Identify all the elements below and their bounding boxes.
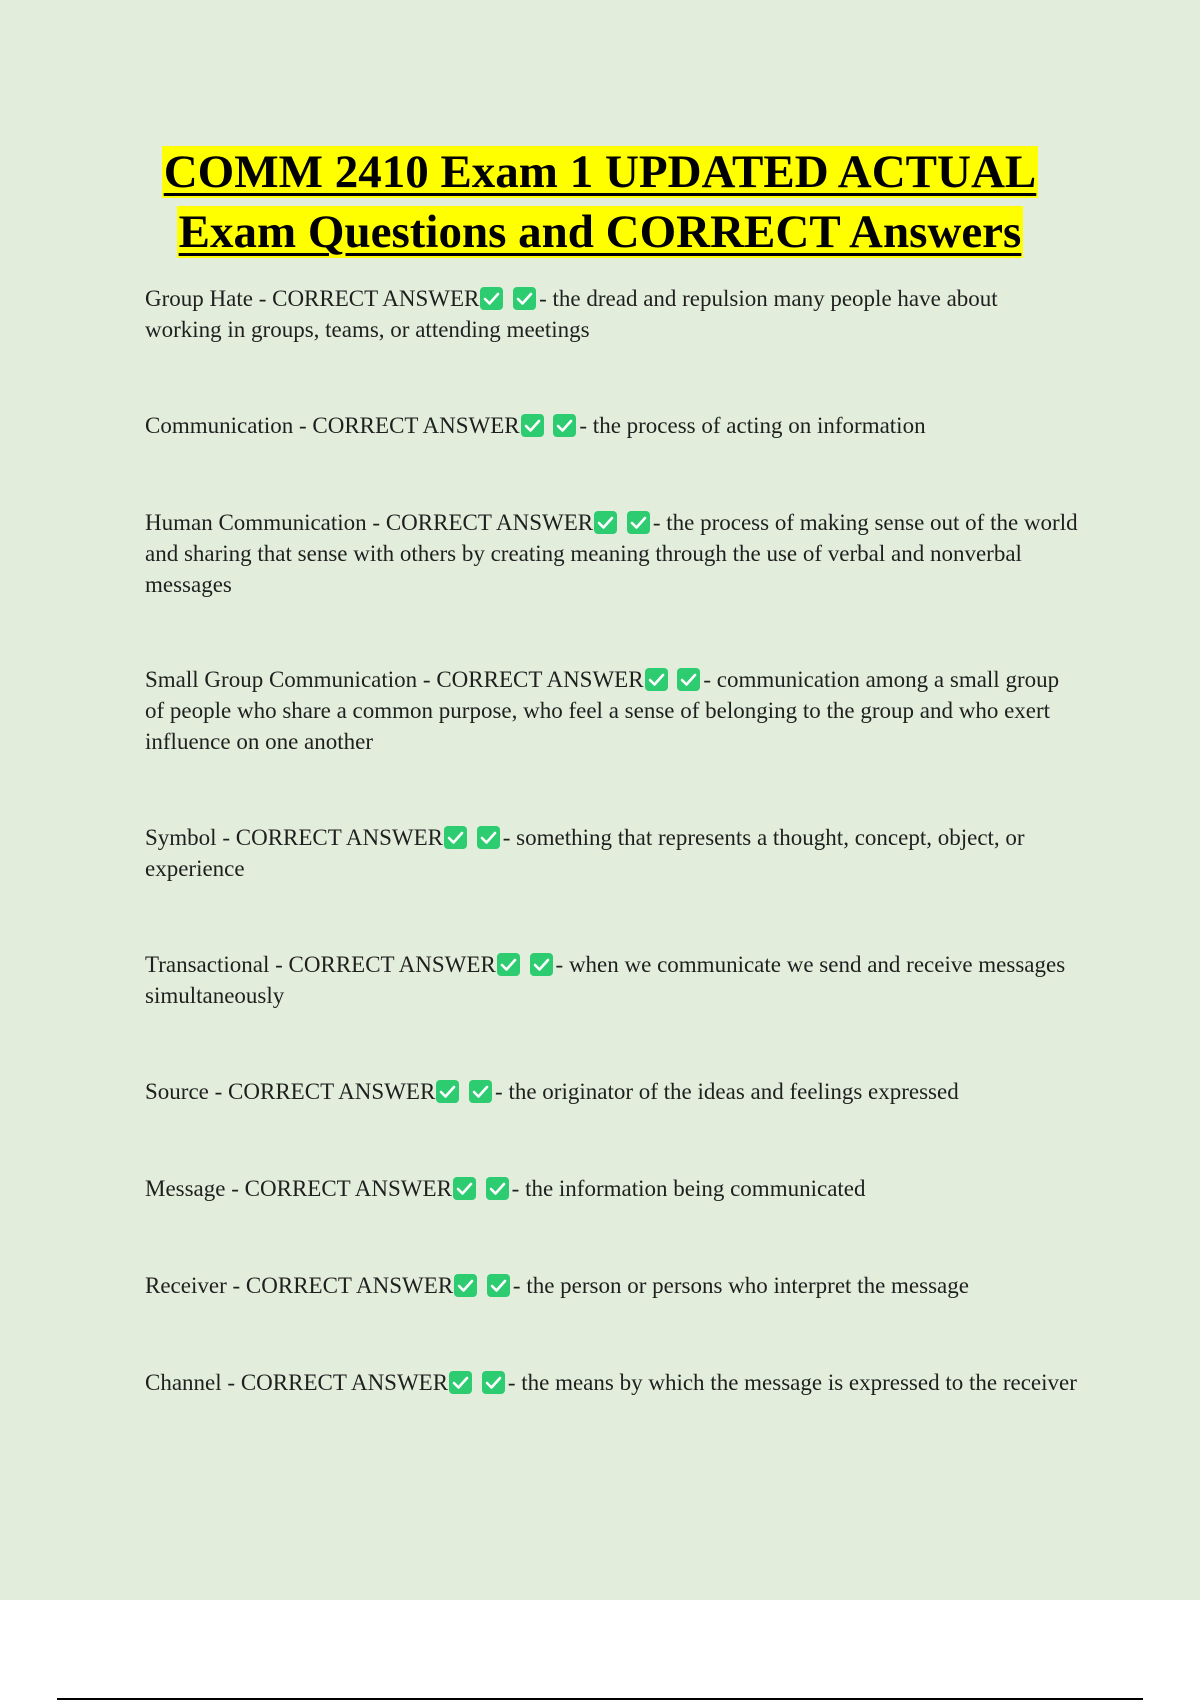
answer-tag: CORRECT ANSWER	[288, 952, 496, 977]
check-mark-icon	[449, 1371, 472, 1394]
title-line-2: Exam Questions and CORRECT Answers	[178, 206, 1022, 258]
qa-item: Channel - CORRECT ANSWER - the means by which the message is expressed to the receiver	[145, 1370, 1077, 1395]
definition: - something that represents a thought, concept, object, or experience	[145, 825, 1025, 881]
check-mark-icon	[530, 953, 553, 976]
definition: - when we communicate we send and receive messages simultaneously	[145, 952, 1066, 1008]
check-mark-icon	[677, 668, 700, 691]
answer-tag: CORRECT ANSWER	[228, 1079, 436, 1104]
check-mark-icon	[482, 1371, 505, 1394]
check-mark-icon	[453, 1177, 476, 1200]
definition: - the dread and repulsion many people have about working in groups, teams, or attending meetings	[145, 286, 998, 342]
term: Transactional	[145, 952, 270, 977]
definition: - the information being communicated	[511, 1176, 866, 1201]
term: Communication	[145, 413, 294, 438]
definition: - the person or persons who interpret the message	[512, 1273, 969, 1298]
check-mark-icon	[645, 668, 668, 691]
check-mark-icon	[486, 1177, 509, 1200]
qa-item: Small Group Communication - CORRECT ANSWER - communication among a small group of people who share a common purpose, who feel a sense of belonging to the group and who exert influence on one another	[145, 667, 1060, 754]
definition: - the means by which the message is expressed to the receiver	[507, 1370, 1077, 1395]
check-mark-icon	[487, 1274, 510, 1297]
term: Symbol	[145, 825, 217, 850]
check-mark-icon	[454, 1274, 477, 1297]
title-line-1: COMM 2410 Exam 1 UPDATED ACTUAL	[163, 146, 1037, 198]
definition: - the process of acting on information	[579, 413, 926, 438]
answer-tag: CORRECT ANSWER	[245, 1273, 454, 1298]
definition: - communication among a small group of people who share a common purpose, who feel a sense of belonging to the group and who exert influence on one another	[145, 667, 1060, 754]
check-mark-icon	[521, 414, 544, 437]
answer-tag: CORRECT ANSWER	[436, 667, 644, 692]
term: Channel	[145, 1370, 222, 1395]
answer-tag: CORRECT ANSWER	[312, 413, 520, 438]
answer-tag: CORRECT ANSWER	[244, 1176, 452, 1201]
qa-item: Transactional - CORRECT ANSWER - when we communicate we send and receive messages simultaneously	[145, 952, 1066, 1008]
page-title	[0, 142, 1200, 262]
check-mark-icon	[477, 826, 500, 849]
check-mark-icon	[553, 414, 576, 437]
qa-item: Message - CORRECT ANSWER - the information being communicated	[145, 1176, 866, 1201]
qa-item: Source - CORRECT ANSWER - the originator of the ideas and feelings expressed	[145, 1079, 959, 1104]
term: Receiver	[145, 1273, 227, 1298]
qa-item: Symbol - CORRECT ANSWER - something that represents a thought, concept, object, or experience	[145, 825, 1025, 881]
term: Small Group Communication	[145, 667, 418, 692]
term: Message	[145, 1176, 226, 1201]
check-mark-icon	[513, 287, 536, 310]
qa-item: Human Communication - CORRECT ANSWER - the process of making sense out of the world and sharing that sense with others by creating meaning through the use of verbal and nonverbal messages	[145, 510, 1078, 597]
answer-tag: CORRECT ANSWER	[272, 286, 480, 311]
term: Human Communication	[145, 510, 367, 535]
answer-tag: CORRECT ANSWER	[385, 510, 594, 535]
definition: - the process of making sense out of the world and sharing that sense with others by creating meaning through the use of verbal and nonverbal messages	[145, 510, 1078, 597]
check-mark-icon	[497, 953, 520, 976]
check-mark-icon	[436, 1080, 459, 1103]
qa-item: Receiver - CORRECT ANSWER - the person or persons who interpret the message	[145, 1273, 969, 1298]
answer-tag: CORRECT ANSWER	[235, 825, 443, 850]
check-mark-icon	[469, 1080, 492, 1103]
check-mark-icon	[480, 287, 503, 310]
check-mark-icon	[627, 511, 650, 534]
term: Group Hate	[145, 286, 253, 311]
qa-item: Group Hate - CORRECT ANSWER - the dread and repulsion many people have about working in groups, teams, or attending meetings	[145, 286, 998, 342]
check-mark-icon	[594, 511, 617, 534]
qa-item: Communication - CORRECT ANSWER - the process of acting on information	[145, 413, 926, 438]
answer-tag: CORRECT ANSWER	[240, 1370, 449, 1395]
definition: - the originator of the ideas and feelings expressed	[495, 1079, 959, 1104]
check-mark-icon	[444, 826, 467, 849]
term: Source	[145, 1079, 209, 1104]
